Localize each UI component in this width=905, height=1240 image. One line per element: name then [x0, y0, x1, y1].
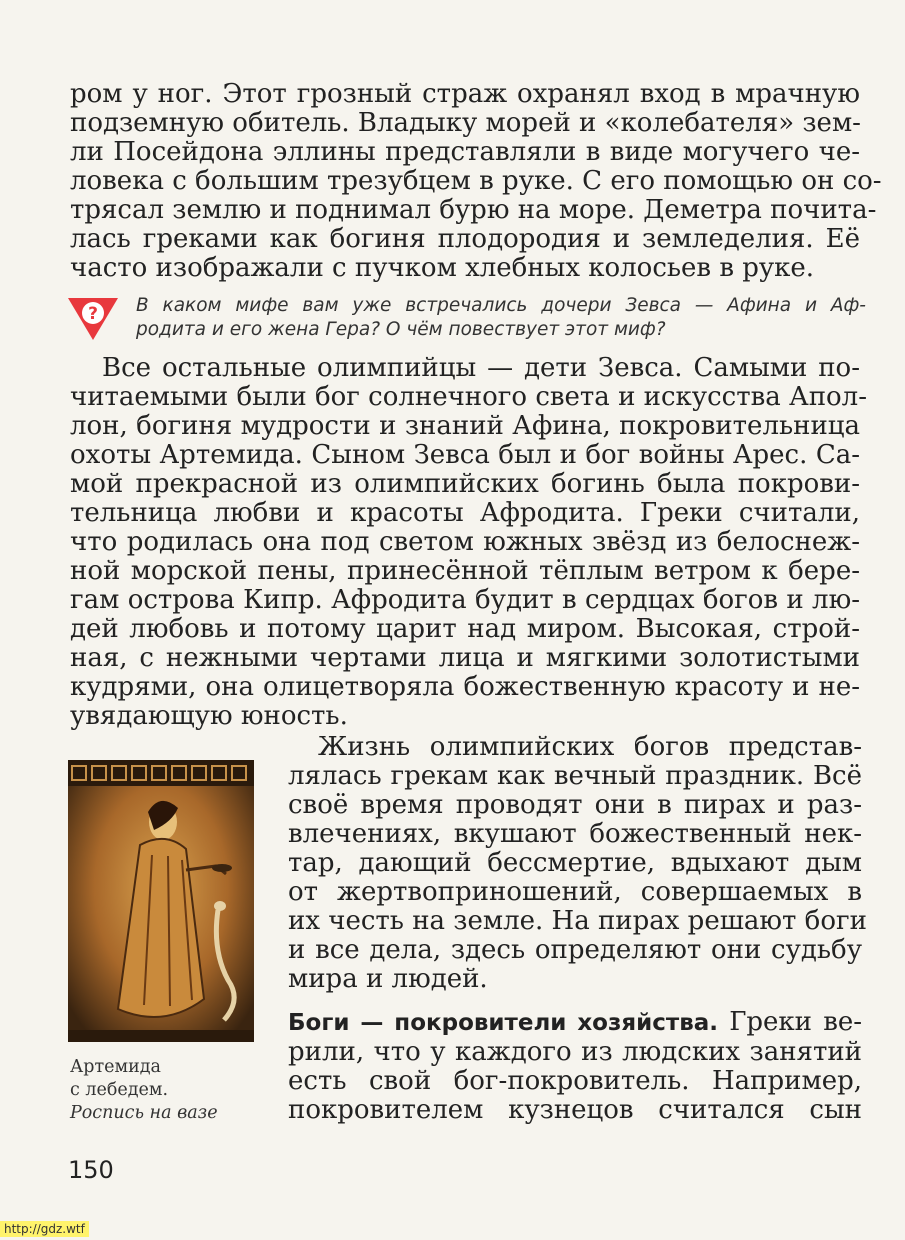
paragraph-3 [288, 732, 867, 994]
text-line: лялась грекам как вечный праздник. Всё [288, 761, 862, 791]
paragraph-1 [70, 79, 882, 283]
caption-title: Артемида [70, 1057, 161, 1077]
text-line: есть свой бог-покровитель. Например, [288, 1066, 862, 1096]
text-line: ли Посейдона эллины представляли в виде могучего че- [70, 137, 860, 167]
paragraph-2 [70, 353, 867, 731]
text-line: ром у ног. Этот грозный страж охранял вход в мрачную [70, 79, 860, 109]
text-line: тельница любви и красоты Афродита. Греки считали, [70, 498, 860, 528]
text-line: увядающую юность. [70, 701, 348, 731]
text-fragment: Греки ве- [718, 1007, 862, 1037]
text-line: охоты Артемида. Сыном Зевса был и бог войны Арес. Са- [70, 440, 860, 470]
watermark-link[interactable]: http://gdz.wtf [0, 1221, 89, 1237]
text-line: Жизнь олимпийских богов представ- [318, 732, 862, 762]
text-line: рили, что у каждого из людских занятий [288, 1037, 862, 1067]
text-line: мой прекрасной из олимпийских богинь была покрови- [70, 469, 860, 499]
text-line: гам острова Кипр. Афродита будит в сердцах богов и лю- [70, 585, 860, 615]
text-line: кудрями, она олицетворяла божественную красоту и не- [70, 672, 860, 702]
text-line: лон, богиня мудрости и знаний Афина, покровительница [70, 411, 860, 441]
text-line: ной морской пены, принесённой тёплым ветром к бере- [70, 556, 860, 586]
figure-caption [70, 1056, 218, 1125]
text-line [288, 1008, 862, 1038]
question-block [66, 294, 866, 352]
section-heading: Боги — покровители хозяйства. [288, 1010, 719, 1036]
text-line: часто изображали с пучком хлебных колосьев в руке. [70, 253, 815, 283]
text-line: их честь на земле. На пирах решают боги [288, 906, 867, 936]
text-line: мира и людей. [288, 964, 488, 994]
text-line: трясал землю и поднимал бурю на море. Деметра почита- [70, 195, 877, 225]
caption-subtitle: с лебедем. [70, 1080, 169, 1100]
text-line: своё время проводят они в пирах и раз- [288, 790, 862, 820]
question-line: В каком мифе вам уже встречались дочери Зевса — Афина и Аф- [136, 295, 866, 316]
page-number: 150 [68, 1156, 114, 1184]
text-line: лась греками как богиня плодородия и земледелия. Её [70, 224, 860, 254]
question-text [136, 294, 866, 342]
text-line: влечениях, вкушают божественный нек- [288, 819, 862, 849]
text-line: подземную обитель. Владыку морей и «колебателя» зем- [70, 108, 861, 138]
question-triangle-icon [66, 296, 120, 342]
vase-painting-icon [68, 760, 254, 1042]
svg-text:?: ? [88, 304, 98, 324]
text-line: ная, с нежными чертами лица и мягкими золотистыми [70, 643, 860, 673]
text-line: читаемыми были бог солнечного света и искусства Апол- [70, 382, 867, 412]
text-line: Все остальные олимпийцы — дети Зевса. Самыми по- [102, 353, 860, 383]
text-line: от жертвоприношений, совершаемых в [288, 877, 862, 907]
paragraph-4 [288, 1008, 862, 1125]
artemis-vase-image [68, 760, 254, 1042]
text-line: тар, дающий бессмертие, вдыхают дым [288, 848, 862, 878]
question-line: родита и его жена Гера? О чём повествует этот миф? [136, 319, 666, 340]
text-line: и все дела, здесь определяют они судьбу [288, 935, 862, 965]
text-line: что родилась она под светом южных звёзд из белоснеж- [70, 527, 860, 557]
caption-note: Роспись на вазе [70, 1103, 218, 1123]
text-line: покровителем кузнецов считался сын [288, 1095, 862, 1125]
text-line: ловека с большим трезубцем в руке. С его помощью он со- [70, 166, 882, 196]
text-line: дей любовь и потому царит над миром. Высокая, строй- [70, 614, 860, 644]
